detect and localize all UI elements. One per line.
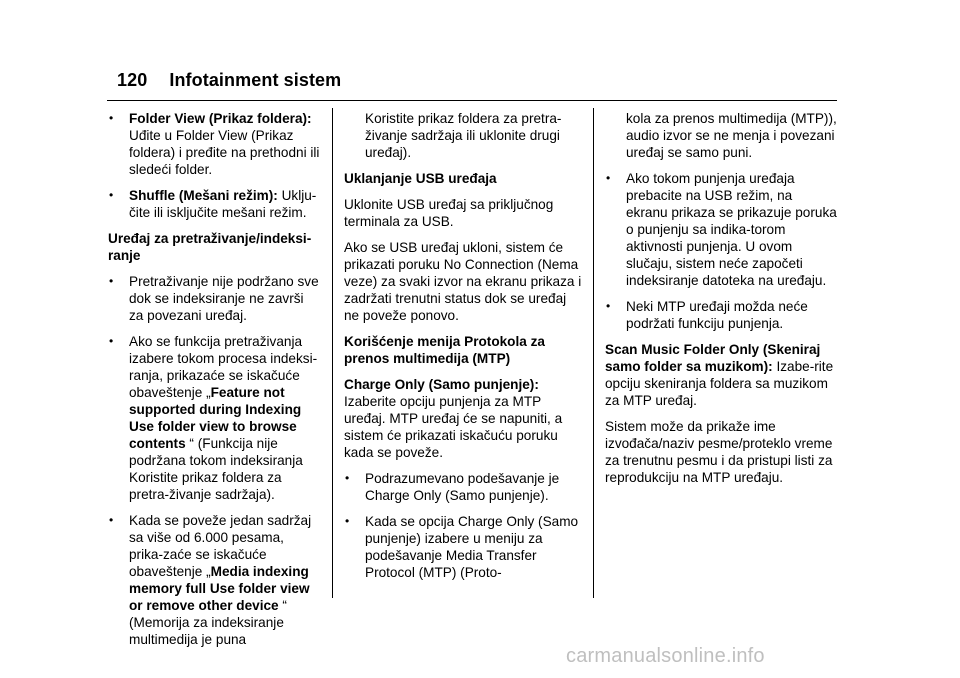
bullet-item <box>108 333 320 503</box>
text-run: Ako se funkcija pretraživanja izabere tokom procesa indeksi-ranja, prikazaće se iskačuće obaveštenje „ <box>129 334 318 400</box>
bold-term: Folder View (Prikaz foldera): <box>129 111 312 126</box>
section-heading <box>108 230 320 264</box>
column-divider-2 <box>593 108 594 598</box>
text-run: Podrazumevano podešavanje je Charge Only (Samo punjenje). <box>365 471 560 503</box>
text-run: Koristite prikaz foldera za pretra-živanje sadržaja ili uklonite drugi uređaj). <box>365 111 562 160</box>
bullet-continuation <box>344 110 582 161</box>
watermark: carmanualsonline.info <box>566 645 765 667</box>
bullet-item <box>605 170 837 289</box>
text-run: Kada se opcija Charge Only (Samo punjenje) izabere u meniju za podešavanje Media Transfer Protocol (MTP) (Proto- <box>365 514 579 580</box>
text-run: “ (Memorija za indeksiranje multimedija je puna <box>129 598 287 647</box>
text-column-1 <box>108 110 320 657</box>
section-heading <box>344 333 582 367</box>
paragraph <box>344 196 582 230</box>
page-header <box>117 70 341 91</box>
bullet-item <box>108 187 320 221</box>
paragraph <box>605 418 837 486</box>
text-run: “ (Funkcija nije podržana tokom indeksiranja Koristite prikaz foldera za pretra-živanje sadržaja). <box>129 436 303 502</box>
text-run: Uklju-čite ili isključite mešani režim. <box>129 188 317 220</box>
text-run: Uklonite USB uređaj sa priključnog terminala za USB. <box>344 197 554 229</box>
page-title: Infotainment sistem <box>169 70 342 90</box>
bold-term: Uklanjanje USB uređaja <box>344 171 497 186</box>
text-run: Sistem može da prikaže ime izvođača/naziv pesme/proteklo vreme za trenutnu pesmu i da pristupi listi za reprodukciju na MTP uređaju. <box>605 419 833 485</box>
bullet-item <box>605 298 837 332</box>
bold-term: Shuffle (Mešani režim): <box>129 188 278 203</box>
bullet-item <box>344 513 582 581</box>
bold-term: Feature not supported during Indexing Use folder view to browse contents <box>129 385 302 451</box>
paragraph <box>605 341 837 409</box>
text-run: Uđite u Folder View (Prikaz foldera) i pređite na prethodni ili sledeći folder. <box>129 128 320 177</box>
text-run: kola za prenos multimedija (MTP)), audio izvor se ne menja i povezani uređaj se samo puni. <box>626 111 837 160</box>
column-divider-1 <box>332 108 333 598</box>
bold-term: Charge Only (Samo punjenje): <box>344 377 539 392</box>
paragraph <box>344 239 582 324</box>
bullet-item <box>108 273 320 324</box>
bullet-continuation <box>605 110 837 161</box>
section-heading <box>344 170 582 187</box>
bold-term: Uređaj za pretraživanje/indeksi-ranje <box>108 231 312 263</box>
bold-term: Korišćenje menija Protokola za prenos multimedija (MTP) <box>344 334 545 366</box>
bullet-item <box>108 512 320 648</box>
text-run: Ako se USB uređaj ukloni, sistem će prikazati poruku No Connection (Nema veze) za svaki izvor na ekranu prikaza i zadržati trenutni status dok se uređaj ne poveže ponovo. <box>344 240 582 323</box>
text-run: Ako tokom punjenja uređaja prebacite na USB režim, na ekranu prikaza se prikazuje poruka o punjenju sa indika-torom aktivnosti punjenja. U ovom slučaju, sistem neće započeti indeksiranje datoteka na uređaju. <box>626 171 837 288</box>
header-rule <box>107 100 837 101</box>
text-run: Izaberite opciju punjenja za MTP uređaj. MTP uređaj će se napuniti, a sistem će prikazati iskačuću poruku kada se poveže. <box>344 394 563 460</box>
text-run: Izabe-rite opciju skeniranja foldera sa muzikom za MTP uređaj. <box>605 359 834 408</box>
text-column-3 <box>605 110 837 495</box>
bold-term: Media indexing memory full Use folder view or remove other device <box>129 564 310 613</box>
bullet-item <box>108 110 320 178</box>
text-run: Pretraživanje nije podržano sve dok se indeksiranje ne završi za povezani uređaj. <box>129 274 319 323</box>
paragraph <box>344 376 582 461</box>
text-column-2 <box>344 110 582 590</box>
text-run: Kada se poveže jedan sadržaj sa više od 6.000 pesama, prika-zaće se iskačuće obaveštenje „ <box>129 513 312 579</box>
page-number: 120 <box>117 70 148 90</box>
text-run: Neki MTP uređaji možda neće podržati funkciju punjenja. <box>626 299 808 331</box>
bullet-item <box>344 470 582 504</box>
bold-term: Scan Music Folder Only (Skeniraj samo folder sa muzikom): <box>605 342 821 374</box>
